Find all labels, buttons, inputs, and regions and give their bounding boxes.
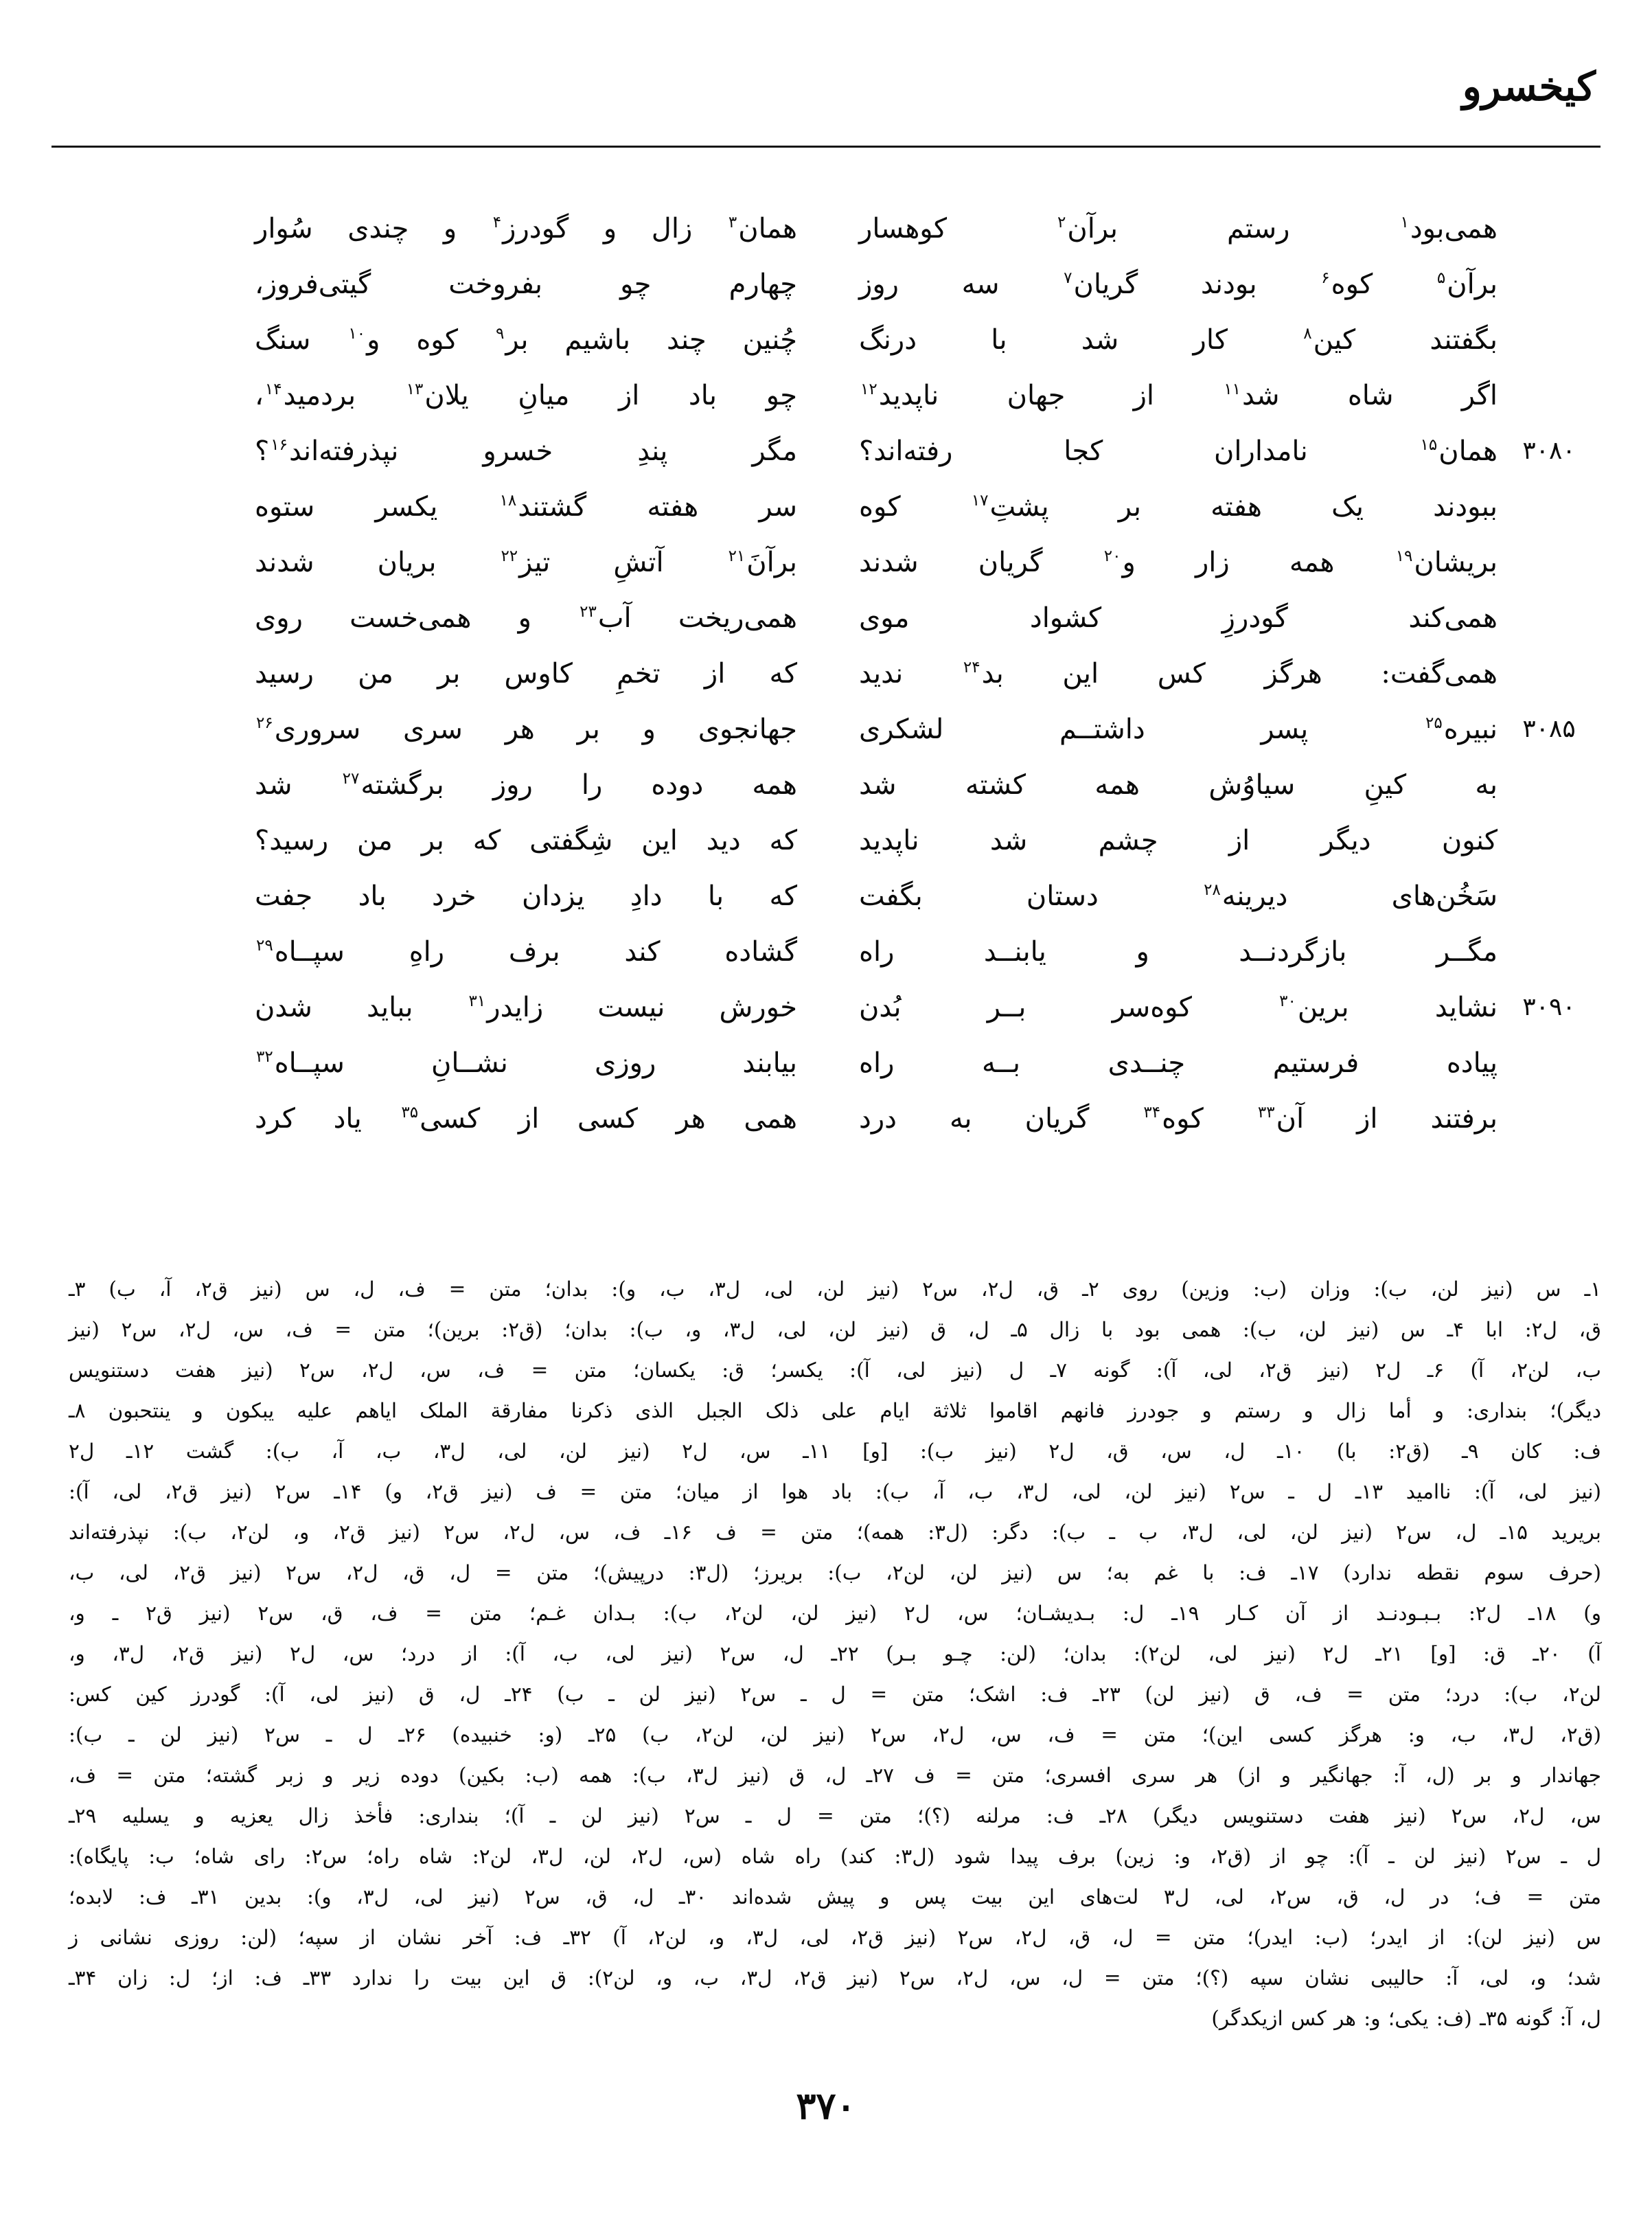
apparatus-line: (ق۲، ل۳، ب، و: هرگز کسی این)؛ متن = ف، س، ل۲، س۲ (نیز لن، لن۲، ب) ۲۵ـ (و: خنبیده) ۲۶ـ ل ـ س۲ (نیز لن ـ ب): <box>69 1723 1601 1746</box>
hemistich-right: نبیره$^{۲۵}$ پسر داشتــم لشکری <box>859 713 1498 745</box>
verse-row <box>255 479 1601 534</box>
verse-row <box>255 812 1601 868</box>
hemistich-left: بیابند روزی نشــانِ سپــاه$^{۳۲}$ <box>256 1047 797 1079</box>
verse-row <box>255 312 1601 367</box>
apparatus-line: ب، لن۲، آ) ۶ـ ل۲ (نیز ق۲، لی، آ): گونه ۷ـ ل (نیز لی، آ): یکسر؛ ق: یکسان؛ متن = ف، س، ل۲، س۲ (نیز هفت دستنویس <box>69 1358 1601 1382</box>
apparatus-line: س (نیز لن): از ایدر؛ (ب: ایدر)؛ متن = ل، ق، ل۲، س۲ (نیز ق۲، لی، ل۳، و، لن۲، آ) ۳۲ـ ف: آخر نشان از سپه؛ (لن: روزی نشانی ز <box>69 1926 1602 1949</box>
hemistich-left: که از تخمِ کاوس بر من رسید <box>255 657 797 690</box>
apparatus-line: س، ل۲، س۲ (نیز هفت دستنویس دیگر) ۲۸ـ ف: مرلنه (؟)؛ متن = ل ـ س۲ (نیز لن ـ آ)؛ بنداری: فأخذ زال یعزیه و یسلیه ۲۹ـ <box>69 1804 1601 1827</box>
apparatus-line: بریرید ۱۵ـ ل، س۲ (نیز لن، لی، ل۳، ب ـ ب): دگر: (ل۳: همه)؛ متن = ف ۱۶ـ ف، س، ل۲، س۲ (نیز ق۲، و، لن۲، ب): نپذرفته‌اند <box>69 1520 1601 1544</box>
verse-number: ۳۰۹۰ <box>1522 993 1576 1021</box>
verse-row <box>255 646 1601 701</box>
hemistich-right: ببودند یک هفته بر پشتِ$^{۱۷}$ کوه <box>859 490 1498 523</box>
page-number: ۳۷۰ <box>796 2084 856 2128</box>
hemistich-right: همی‌کند گودرزِ کشواد موی <box>859 602 1498 634</box>
hemistich-left: همی‌ریخت آب$^{۲۳}$ و همی‌خست روی <box>255 602 797 634</box>
verse-row <box>255 201 1601 256</box>
apparatus-line: (نیز لی، آ): ناامید ۱۳ـ ل ـ س۲ (نیز لن، لی، ل۳، ب، آ، ب): باد هوا از میان؛ متن = ف (نیز ق۲، و) ۱۴ـ س۲ (نیز ق۲، لی، آ): <box>69 1480 1601 1503</box>
verse-number: ۳۰۸۵ <box>1522 715 1576 743</box>
apparatus-line: ۱ـ س (نیز لن، ب): وزان (ب: وزین) روی ۲ـ ق، ل۲، س۲ (نیز لن، لی، ل۳، ب، و): بدان؛ متن = ف، ل، س (نیز ق۲، آ، ب) ۳ـ <box>69 1277 1601 1301</box>
apparatus-line: ل، آ: گونه ۳۵ـ (ف: یکی؛ و: هر کس ازیکدگر) <box>1211 2007 1601 2030</box>
hemistich-right: برفتند از آن$^{۳۳}$ کوه$^{۳۴}$ گریان به درد <box>859 1102 1498 1135</box>
hemistich-left: همان$^۳$ زال و گودرز$^۴$ و چندی سُوار <box>255 212 798 244</box>
hemistich-right: همی‌بود$^۱$ رستم برآن$^۲$ کوهسار <box>859 212 1498 244</box>
verse-row <box>255 979 1601 1035</box>
verse-number: ۳۰۸۰ <box>1522 437 1576 465</box>
running-head: کیخسرو <box>1462 63 1596 110</box>
apparatus-line: ق، ل۲: ابا ۴ـ س (نیز لن، ب): همی بود با زال ۵ـ ل، ق (نیز لن، لی، ل۳، و، ب): بدان؛ (ق۲: برین)؛ متن = ف، س، ل۲، س۲ (نیز <box>69 1318 1601 1341</box>
critical-apparatus <box>69 1269 1601 2039</box>
hemistich-left: چُنین چند باشیم بر$^۹$ کوه و$^{۱۰}$ سنگ <box>255 323 797 356</box>
hemistich-left: جهانجوی و بر هر سری سروری$^{۲۶}$ <box>256 713 797 745</box>
apparatus-line: ل ـ س۲ (نیز لن ـ آ): چو از (ق۲، و: زین) برف پیدا شود (ل۳: کند) راه شاه (س، ل۲، لن، ل۳، لن۲: شاه راه؛ س۲: رای شاه؛ ب: پایگاه): <box>69 1845 1601 1868</box>
hemistich-left: که با دادِ یزدان خرد باد جفت <box>255 880 797 912</box>
hemistich-left: برآنَ$^{۲۱}$ آتشِ تیز$^{۲۲}$ بریان شدند <box>255 546 797 578</box>
hemistich-right: کنون دیگر از چشم شد ناپدید <box>859 824 1498 856</box>
apparatus-line: شد؛ و، لی، آ: حالیبی نشان سپه (؟)؛ متن = ل، س، ل۲، س۲ (نیز ق۲، ل۳، ب، و، لن۲): ق این بیت را ندارد ۳۳ـ ف: از؛ ل: زان ۳۴ـ <box>69 1966 1601 1990</box>
hemistich-right: به کینِ سیاوُش همه کشته شد <box>859 768 1498 801</box>
header-rule <box>51 146 1601 148</box>
hemistich-right: پیاده فرستیم چنــدی بــه راه <box>859 1047 1498 1079</box>
hemistich-right: برآن$^۵$ کوه$^۶$ بودند گریان$^۷$ سه روز <box>859 268 1498 300</box>
verse-row <box>255 534 1601 590</box>
hemistich-right: بگفتند کین$^۸$ کار شد با درنگ <box>859 323 1498 356</box>
verse-row <box>255 256 1601 312</box>
hemistich-left: گشاده کند برف راهِ سپــاه$^{۲۹}$ <box>256 935 797 968</box>
verse-row <box>255 1035 1601 1091</box>
hemistich-left: سر هفته گشتند$^{۱۸}$ یکسر ستوه <box>255 490 797 523</box>
apparatus-line: ف: کان ۹ـ (ق۲: با) ۱۰ـ ل، س، ق، ل۲ (نیز ب): [و] ۱۱ـ س، ل۲ (نیز لن، لی، ل۳، ب، آ، ب): گشت ۱۲ـ ل۲ <box>69 1439 1601 1463</box>
hemistich-left: که دید این شِگفتی که بر من رسید؟ <box>255 824 797 856</box>
apparatus-line: و) ۱۸ـ ل۲: بـبـودنـد از آن کـار ۱۹ـ ل: بـدیشـان؛ س، ل۲ (نیز لن، لن۲، ب): بـدان غـم؛ متن = ف، ق، س۲ (نیز ق۲ ـ و، <box>69 1602 1601 1625</box>
poem-block <box>255 201 1601 1146</box>
hemistich-left: همه دوده را روز برگشته$^{۲۷}$ شد <box>255 768 797 801</box>
verse-row <box>255 367 1601 423</box>
hemistich-left: چو باد از میانِ یلان$^{۱۳}$ بردمید$^{۱۴}$، <box>255 379 797 411</box>
apparatus-line: لن۲، ب): درد؛ متن = ف، ق (نیز لن) ۲۳ـ ف: اشک؛ متن = ل ـ س۲ (نیز لن ـ ب) ۲۴ـ ل، ق (نیز لی، آ): گودرز کین کس: <box>69 1683 1601 1706</box>
hemistich-right: بریشان$^{۱۹}$ همه زار و$^{۲۰}$ گریان شدند <box>859 546 1498 578</box>
verse-row <box>255 701 1601 757</box>
apparatus-line: دیگر)؛ بنداری: و أما زال و رستم و جودرز فانهم اقاموا ثلاثة ایام علی ذلک الجبل الذی ذکرنا مفارقة الملک ایاهم علیه یبکون و ینتحبون ۸ـ <box>69 1399 1601 1422</box>
apparatus-line: (حرف سوم نقطه ندارد) ۱۷ـ ف: با غم به؛ س (نیز لن، لن۲، ب): بریرز؛ (ل۳: درپیش)؛ متن = ل، ق، ل۲، س۲ (نیز ق۲، لی، ب، <box>69 1561 1601 1584</box>
hemistich-right: همی‌گفت: هرگز کس این بد$^{۲۴}$ ندید <box>859 657 1498 690</box>
hemistich-left: چهارم چو بفروخت گیتی‌فروز، <box>255 268 797 300</box>
verse-row <box>255 423 1601 479</box>
hemistich-right: نشاید برین$^{۳۰}$ کوه‌سر بــر بُدن <box>859 991 1498 1023</box>
hemistich-left: خورش نیست زایدر$^{۳۱}$ بباید شدن <box>255 991 797 1023</box>
verse-row <box>255 868 1601 924</box>
hemistich-right: همان$^{۱۵}$ نامداران کجا رفته‌اند؟ <box>859 435 1498 467</box>
verse-row <box>255 924 1601 979</box>
hemistich-right: سَخُن‌های دیرینه$^{۲۸}$ دستان بگفت <box>859 880 1498 912</box>
apparatus-line: آ) ۲۰ـ ق: [و] ۲۱ـ ل۲ (نیز لی، لن۲): بدان؛ (لن: چـو بـر) ۲۲ـ ل، س۲ (نیز لی، ب، آ): از درد؛ س، ل۲ (نیز ق۲، ل۳، و، <box>69 1642 1601 1665</box>
verse-row <box>255 590 1601 646</box>
hemistich-left: همی هر کسی از کسی$^{۳۵}$ یاد کرد <box>255 1102 797 1135</box>
hemistich-right: مگــر بازگردنــد و یابنــد راه <box>859 935 1498 968</box>
hemistich-left: مگر پندِ خسرو نپذرفته‌اند$^{۱۶}$؟ <box>255 435 797 467</box>
hemistich-right: اگر شاه شد$^{۱۱}$ از جهان ناپدید$^{۱۲}$ <box>860 379 1498 411</box>
apparatus-line: متن = ف؛ در ل، ق، س۲، لی، ل۳ لت‌های این بیت پس و پیش شده‌اند ۳۰ـ ل، ق، س۲ (نیز لی، ل۳، و): بدین ۳۱ـ ف: لابده؛ <box>69 1885 1602 1909</box>
apparatus-line: جهاندار و بر (ل، آ: جهانگیر و از) هر سری افسری؛ متن = ف ۲۷ـ ل، ق (نیز ل۳، ب): همه (ب: بکین) دوده زیر و زبر گشته؛ متن = ف، <box>69 1764 1602 1787</box>
verse-row <box>255 1091 1601 1146</box>
verse-row <box>255 757 1601 812</box>
